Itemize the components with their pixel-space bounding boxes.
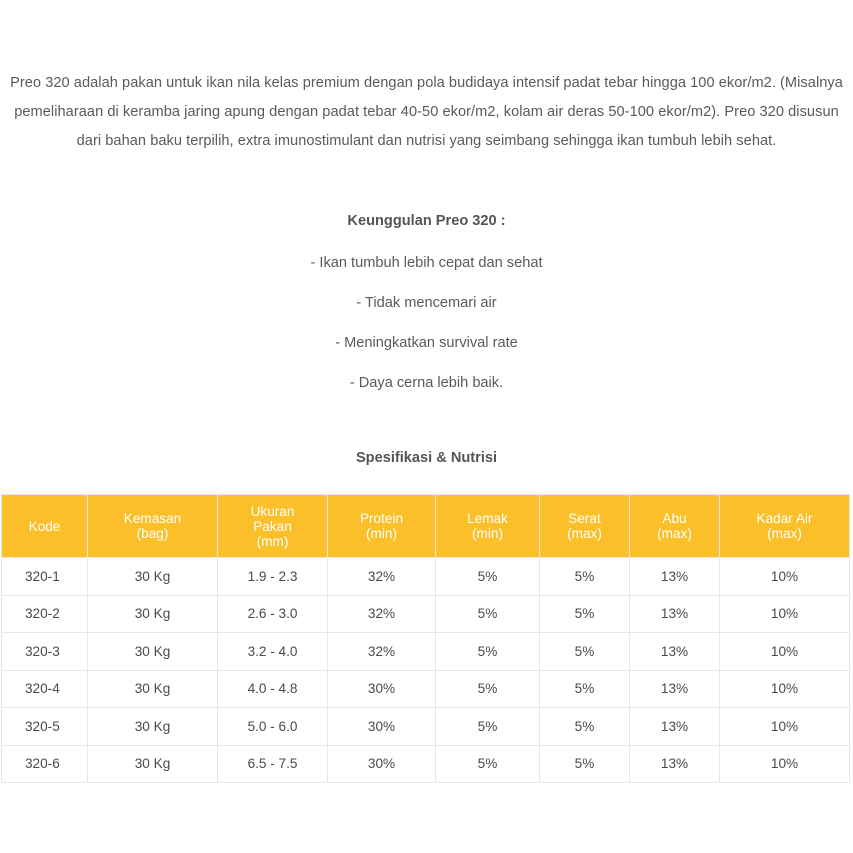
cell-protein: 30%: [328, 708, 436, 746]
cell-abu: 13%: [630, 745, 720, 783]
cell-kemasan: 30 Kg: [88, 633, 218, 671]
cell-protein: 32%: [328, 633, 436, 671]
cell-lemak: 5%: [436, 595, 540, 633]
table-row: [2, 595, 850, 633]
cell-kadar-air: 10%: [720, 558, 850, 596]
column-header-unit: (min): [472, 526, 503, 541]
cell-lemak: 5%: [436, 558, 540, 596]
cell-lemak: 5%: [436, 745, 540, 783]
cell-ukuran: 1.9 - 2.3: [218, 558, 328, 596]
column-header-serat: [540, 495, 630, 558]
cell-ukuran: 4.0 - 4.8: [218, 670, 328, 708]
cell-protein: 30%: [328, 670, 436, 708]
cell-protein: 30%: [328, 745, 436, 783]
column-header-protein: [328, 495, 436, 558]
table-row: [2, 745, 850, 783]
cell-ukuran: 3.2 - 4.0: [218, 633, 328, 671]
cell-serat: 5%: [540, 670, 630, 708]
cell-abu: 13%: [630, 670, 720, 708]
column-header-unit: (mm): [256, 533, 289, 549]
column-header-kemasan: [88, 495, 218, 558]
cell-kadar-air: 10%: [720, 670, 850, 708]
intro-line: dari bahan baku terpilih, extra imunostimulant dan nutrisi yang seimbang sehingga ikan tumbuh lebih sehat.: [76, 133, 777, 149]
cell-kadar-air: 10%: [720, 633, 850, 671]
column-header-kode: [2, 495, 88, 558]
cell-protein: 32%: [328, 595, 436, 633]
cell-serat: 5%: [540, 558, 630, 596]
cell-lemak: 5%: [436, 708, 540, 746]
advantage-item: - Meningkatkan survival rate: [335, 335, 518, 351]
column-header-label: Kadar Air: [756, 511, 813, 526]
table-row: [2, 708, 850, 746]
column-header-label: Lemak: [467, 511, 508, 526]
advantage-item: - Daya cerna lebih baik.: [349, 375, 504, 391]
table-row: [2, 558, 850, 596]
intro-line: Preo 320 adalah pakan untuk ikan nila kelas premium dengan pola budidaya intensif padat tebar hingga 100 ekor/m2. (Misalnya: [10, 75, 843, 91]
cell-kadar-air: 10%: [720, 708, 850, 746]
column-header-unit: (max): [567, 526, 602, 541]
intro-paragraph: [0, 69, 853, 156]
cell-serat: 5%: [540, 745, 630, 783]
table-row: [2, 670, 850, 708]
column-header-unit: (bag): [136, 526, 169, 541]
cell-lemak: 5%: [436, 670, 540, 708]
cell-kadar-air: 10%: [720, 745, 850, 783]
cell-abu: 13%: [630, 633, 720, 671]
table-row: [2, 633, 850, 671]
cell-kode: 320-5: [2, 708, 88, 746]
advantages-list: [0, 253, 853, 413]
cell-kemasan: 30 Kg: [88, 708, 218, 746]
cell-kode: 320-2: [2, 595, 88, 633]
cell-kode: 320-6: [2, 745, 88, 783]
column-header-unit: (min): [366, 526, 397, 541]
column-header-unit: (max): [657, 526, 692, 541]
cell-protein: 32%: [328, 558, 436, 596]
column-header-label: Pakan: [253, 518, 292, 534]
cell-kode: 320-3: [2, 633, 88, 671]
cell-serat: 5%: [540, 595, 630, 633]
cell-lemak: 5%: [436, 633, 540, 671]
cell-kadar-air: 10%: [720, 595, 850, 633]
column-header-label: Protein: [359, 511, 404, 526]
spec-table: [1, 494, 850, 783]
spec-header-row: [2, 495, 850, 558]
cell-kemasan: 30 Kg: [88, 670, 218, 708]
advantages-heading: Keunggulan Preo 320 :: [347, 213, 506, 229]
column-header-label: Kemasan: [123, 511, 182, 526]
advantage-item: - Tidak mencemari air: [356, 295, 497, 311]
intro-line: pemeliharaan di keramba jaring apung dengan padat tebar 40-50 ekor/m2, kolam air deras 50-100 ekor/m2). Preo 320 disusun: [14, 104, 839, 120]
cell-serat: 5%: [540, 633, 630, 671]
column-header-lemak: [436, 495, 540, 558]
column-header-label: Kode: [28, 518, 61, 534]
advantage-item: - Ikan tumbuh lebih cepat dan sehat: [310, 255, 543, 271]
column-header-abu: [630, 495, 720, 558]
cell-kemasan: 30 Kg: [88, 745, 218, 783]
cell-ukuran: 2.6 - 3.0: [218, 595, 328, 633]
cell-kode: 320-4: [2, 670, 88, 708]
cell-abu: 13%: [630, 558, 720, 596]
column-header-unit: (max): [767, 526, 802, 541]
column-header-ukuran-pakan: [218, 495, 328, 558]
column-header-label: Serat: [568, 511, 601, 526]
column-header-label: Ukuran: [250, 503, 295, 519]
cell-kemasan: 30 Kg: [88, 558, 218, 596]
cell-kemasan: 30 Kg: [88, 595, 218, 633]
cell-ukuran: 5.0 - 6.0: [218, 708, 328, 746]
column-header-kadar-air: [720, 495, 850, 558]
spec-heading: Spesifikasi & Nutrisi: [355, 450, 498, 466]
cell-ukuran: 6.5 - 7.5: [218, 745, 328, 783]
cell-kode: 320-1: [2, 558, 88, 596]
cell-abu: 13%: [630, 708, 720, 746]
cell-serat: 5%: [540, 708, 630, 746]
cell-abu: 13%: [630, 595, 720, 633]
column-header-label: Abu: [662, 511, 687, 526]
